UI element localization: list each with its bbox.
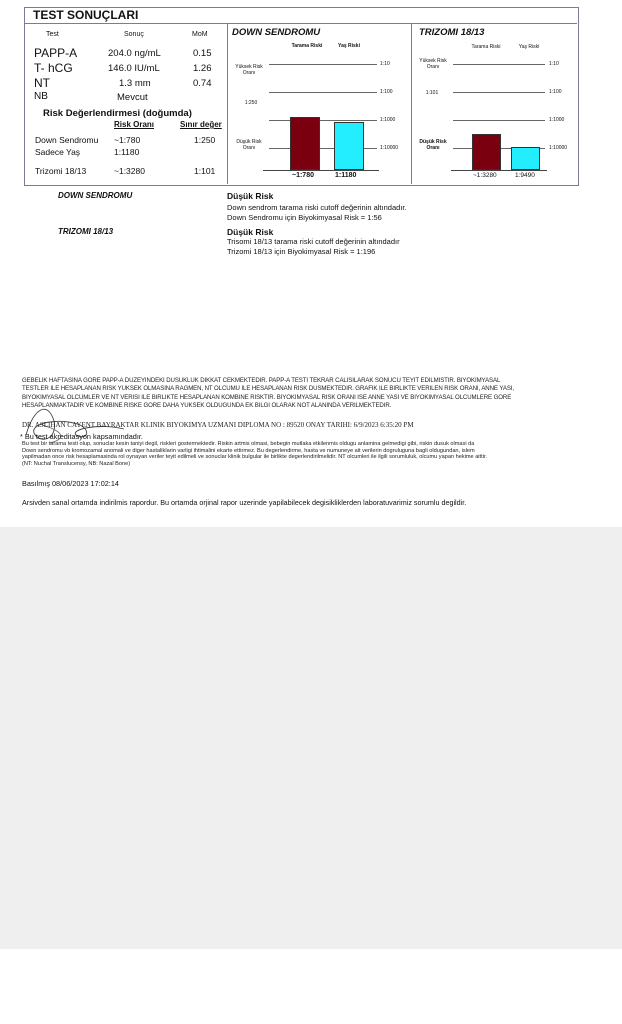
warning-line: BIYOKIMYASAL OLCUMLER VE NT VERISI ILE BIRLIKTE HESAPLANAN KOMBINE RISKTIR. BIYOKIMYASAL RISK ORANI ISE ANNE YASI VE BIYOKIMYASAL OLCUMLERE GORE	[22, 393, 512, 401]
test-value: 204.0 ng/mL	[108, 48, 161, 59]
archive-note: Arsivden sanal ortamda indirilmis rapordur. Bu ortamda orjinal rapor uzerinde yapilabilecek degisikliklerden laboratuvarimiz sorumlu degildir.	[22, 498, 467, 507]
disclaimer-line: (NT: Nuchal Translucensy, NB: Nazal Bone)	[22, 461, 131, 468]
trisomy-axis	[451, 170, 547, 171]
interpretation-title: Düşük Risk	[227, 191, 274, 201]
results-header	[24, 7, 577, 24]
disclaimer-line: Down sendromu vb kromozamal anomali ve diger hastaliklarin varligi ihtimalini ekarte ettirmez. Bu degerlendirme, hasta ve numuneye ait verilerin dogruluguna bagli oldugundan, islem	[22, 447, 475, 454]
accreditation-note: * Bu test akreditasyon kapsamındadır.	[20, 432, 143, 441]
column-divider	[411, 23, 412, 184]
risk-ratio: ~1:3280	[114, 166, 145, 176]
warning-line: TESTLER ILE HESAPLANAN RISK YUKSEK OLMASINA RAGMEN, NT OLCUMU ILE HESAPLANAN RISK DUSMEKTEDIR. GRAFIK ILE BIRLIKTE VERILEN RISK ORANI, ANNE YASI,	[22, 385, 514, 393]
risk-ratio: ~1:780	[114, 135, 141, 145]
interpretation-line: Down Sendromu için Biyokimyasal Risk = 1:56	[227, 213, 382, 222]
down-ref-line	[269, 64, 377, 65]
down-bar-age	[334, 122, 364, 170]
down-ref-label: 1:1000	[380, 117, 396, 123]
blank-area	[0, 527, 622, 949]
trisomy-bar-label: ~1:3280	[473, 172, 497, 179]
test-name: PAPP-A	[34, 46, 78, 60]
disclaimer-line: yapilmadan once risk hesaplamasinda rol oynayan veriler teyit edilmeli ve sonuclar klinik bulgular ile birlikte degerlendirilmelidir. NT olcumleri ile ilgili sorumluluk, olcumu yapan hekime aittir.	[22, 454, 488, 461]
disclaimer-paragraph	[22, 441, 614, 468]
header-mom: MoM	[192, 31, 208, 38]
trisomy-bar-age	[511, 147, 540, 170]
disclaimer-line: Bu test bir tarama testi olup, sonuclar kesin taniyi degil, riskleri gostermektedir. Riskin artmis olmasi, bebegin mutlaka etkilenmis oldugu anlamina gelmedigi gibi, riskin dusuk olmasi da	[22, 441, 475, 447]
blank-footer	[0, 949, 622, 1024]
risk-col-ratio: Risk Oranı	[114, 120, 155, 129]
down-bar-label: ~1:780	[292, 172, 314, 179]
down-ref-label: 1:10000	[380, 145, 399, 151]
down-cutoff-label: 1:250	[244, 100, 258, 106]
down-high-risk-label: Yüksek Risk Oranı	[235, 64, 263, 76]
test-value: Mevcut	[117, 92, 148, 103]
down-legend-screening: Tarama Riski	[291, 43, 323, 49]
results-title: TEST SONUÇLARI	[33, 8, 139, 22]
trisomy-ref-line	[453, 92, 545, 93]
trisomy-legend-age: Yaş Riski	[518, 44, 540, 50]
risk-name: Down Sendromu	[35, 135, 99, 145]
risk-col-cutoff: Sınır değer	[180, 120, 222, 129]
trisomy-ref-label: 1:10000	[549, 145, 568, 151]
down-chart-title: DOWN SENDROMU	[232, 27, 321, 38]
risk-name: Sadece Yaş	[35, 147, 81, 157]
risk-cutoff: 1:101	[194, 166, 216, 176]
interpretation-line: Trizomi 18/13 için Biyokimyasal Risk = 1:196	[227, 247, 376, 256]
trisomy-bar-label: 1:9490	[515, 172, 535, 179]
trisomy-chart-title: TRIZOMI 18/13	[419, 27, 485, 38]
down-axis	[263, 170, 379, 171]
test-name: NB	[34, 91, 48, 102]
test-mom: 0.15	[193, 48, 212, 59]
trisomy-ref-label: 1:10	[549, 61, 559, 67]
trisomy-ref-line	[453, 120, 545, 121]
trisomy-ref-label: 1:1000	[549, 117, 565, 123]
interpretation-line: Trisomi 18/13 tarama riski cutoff değerinin altındadır	[227, 237, 400, 246]
interpretation-label: DOWN SENDROMU	[58, 191, 133, 200]
print-date: Basılmış 08/06/2023 17:02:14	[22, 479, 119, 488]
down-ref-line	[269, 120, 377, 121]
risk-cutoff: 1:250	[194, 135, 216, 145]
trisomy-ref-label: 1:100	[549, 89, 562, 95]
interpretation-title: Düşük Risk	[227, 227, 274, 237]
down-ref-line	[269, 92, 377, 93]
interpretation-label: TRIZOMI 18/13	[58, 227, 114, 236]
warning-line: HESAPLANMAKTADIR VE KOMBINE RISKE GORE DAHA YUKSEK OLDUGUNDA EK BILGI OLARAK NOT ALANINDA VERILMEKTEDIR.	[22, 402, 392, 410]
down-bar-label: 1:1180	[335, 172, 357, 179]
down-legend-age: Yaş Riski	[338, 43, 360, 49]
down-bar-screening	[290, 117, 320, 170]
risk-name: Trizomi 18/13	[35, 166, 87, 176]
risk-heading: Risk Değerlendirmesi (doğumda)	[43, 108, 192, 119]
warning-line: GEBELIK HAFTASINA GORE PAPP-A DUZEYINDEKI DUSUKLUK DIKKAT CEKMEKTEDIR. PAPP-A TESTI TEKRAR CALISILARAK SONUCU TEYIT EDILMISTIR. BIYOKIMYASAL	[22, 377, 501, 384]
trisomy-legend-screening: Tarama Riski	[471, 44, 501, 50]
trisomy-bar-screening	[472, 134, 501, 170]
test-mom: 1.26	[193, 63, 212, 74]
risk-ratio: 1:1180	[114, 147, 140, 157]
test-name: T- hCG	[34, 61, 73, 75]
down-ref-label: 1:100	[380, 89, 393, 95]
trisomy-cutoff-label: 1:101	[425, 90, 439, 96]
trisomy-low-risk-label: Düşük Risk Oranı	[419, 139, 447, 151]
down-ref-label: 1:10	[380, 61, 390, 67]
signature-line: DR. ASLIHAN CAYENT BAYRAKTAR KLINIK BIYOKIMYA UZMANI DIPLOMA NO : 89520 ONAY TARIHI: 6/9/2023 6:35:20 PM	[22, 421, 414, 429]
test-value: 146.0 IU/mL	[108, 63, 160, 74]
interpretation-line: Down sendrom tarama riski cutoff değerinin altındadır.	[227, 203, 407, 212]
down-low-risk-label: Düşük Risk Oranı	[236, 139, 262, 151]
trisomy-ref-line	[453, 64, 545, 65]
trisomy-high-risk-label: Yüksek Risk Oranı	[419, 58, 447, 70]
test-mom: 0.74	[193, 78, 212, 89]
test-value: 1.3 mm	[119, 78, 151, 89]
header-result: Sonuç	[124, 31, 144, 38]
test-name: NT	[34, 76, 50, 90]
column-divider	[227, 23, 228, 184]
header-test: Test	[46, 31, 59, 38]
